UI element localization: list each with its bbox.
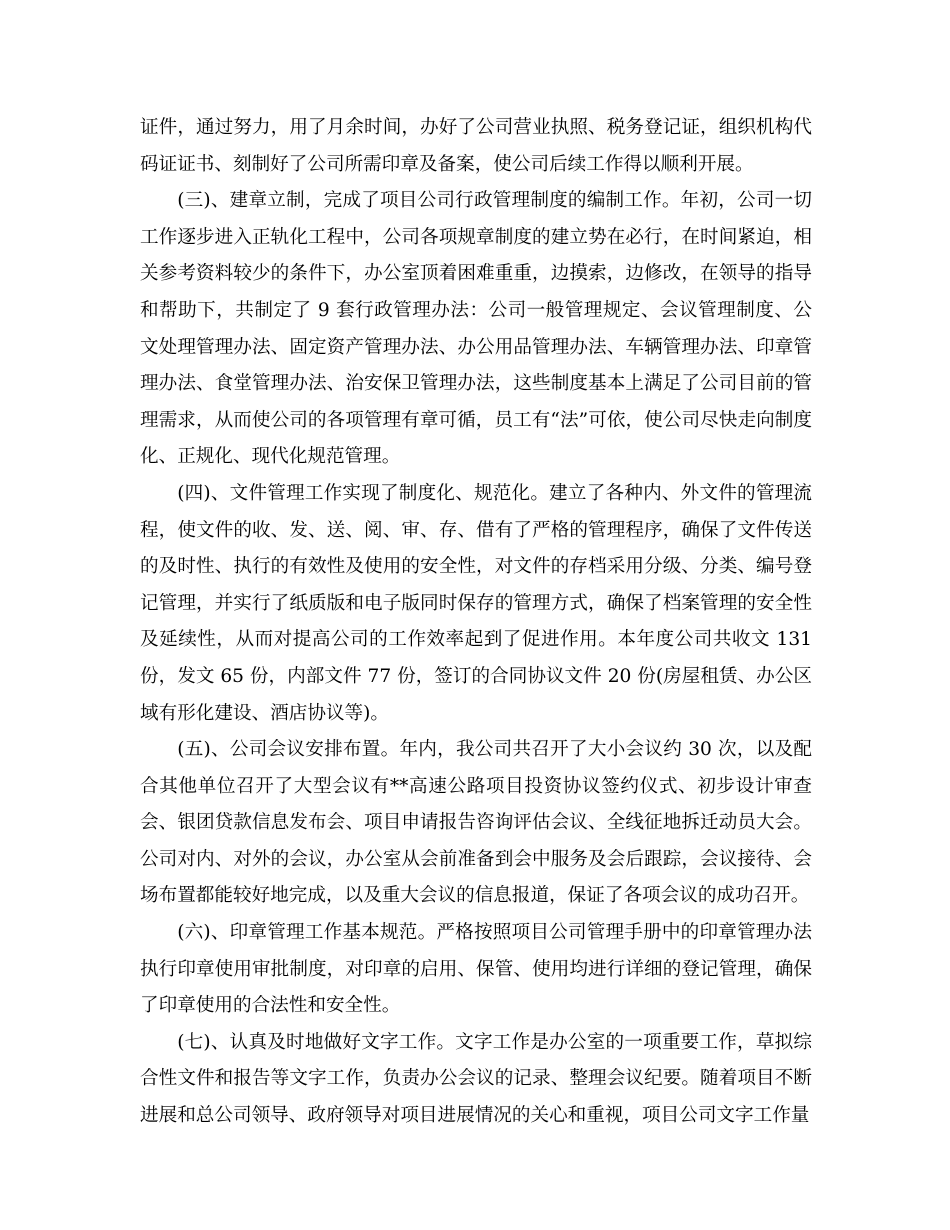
paragraph-1: 证件，通过努力，用了月余时间，办好了公司营业执照、税务登记证，组织机构代码证证书、刻制好了公司所需印章及备案，使公司后续工作得以顺利开展。	[140, 117, 812, 175]
paragraph-5: (六)、印章管理工作基本规范。严格按照项目公司管理手册中的印章管理办法执行印章使用审批制度，对印章的启用、保管、使用均进行详细的登记管理，确保了印章使用的合法性和安全性。	[140, 922, 812, 1017]
paragraph-2: (三)、建章立制，完成了项目公司行政管理制度的编制工作。年初，公司一切工作逐步进入正轨化工程中，公司各项规章制度的建立势在必行，在时间紧迫，相关参考资料较少的条件下，办公室顶着困难重重，边摸索，边修改，在领导的指导和帮助下，共制定了 9 套行政管理办法：公司一般管理规定、会议管理制度、公文处理管理办法、固定资产管理办法、办公用品管理办法、车辆管理办法、印章管理办法、食堂管理办法、治安保卫管理办法，这些制度基本上满足了公司目前的管理需求，从而使公司的各项管理有章可循，员工有“法”可依，使公司尽快走向制度化、正规化、现代化规范管理。	[140, 190, 812, 468]
document-body	[140, 110, 812, 1135]
paragraph-6: (七)、认真及时地做好文字工作。文字工作是办公室的一项重要工作，草拟综合性文件和报告等文字工作，负责办公会议的记录、整理会议纪要。随着项目不断进展和总公司领导、政府领导对项目进展情况的关心和重视，项目公司文字工作量	[140, 1031, 812, 1127]
paragraph-4: (五)、公司会议安排布置。年内，我公司共召开了大小会议约 30 次，以及配合其他单位召开了大型会议有**高速公路项目投资协议签约仪式、初步设计审查会、银团贷款信息发布会、项目申请报告咨询评估会议、全线征地拆迁动员大会。公司对内、对外的会议，办公室从会前准备到会中服务及会后跟踪，会议接待、会场布置都能较好地完成，以及重大会议的信息报道，保证了各项会议的成功召开。	[140, 739, 812, 907]
paragraph-3: (四)、文件管理工作实现了制度化、规范化。建立了各种内、外文件的管理流程，使文件的收、发、送、阅、审、存、借有了严格的管理程序，确保了文件传送的及时性、执行的有效性及使用的安全性，对文件的存档采用分级、分类、编号登记管理，并实行了纸质版和电子版同时保存的管理方式，确保了档案管理的安全性及延续性，从而对提高公司的工作效率起到了促进作用。本年度公司共收文 131 份，发文 65 份，内部文件 77 份，签订的合同协议文件 20 份(房屋租赁、办公区域有形化建设、酒店协议等)。	[140, 482, 812, 724]
